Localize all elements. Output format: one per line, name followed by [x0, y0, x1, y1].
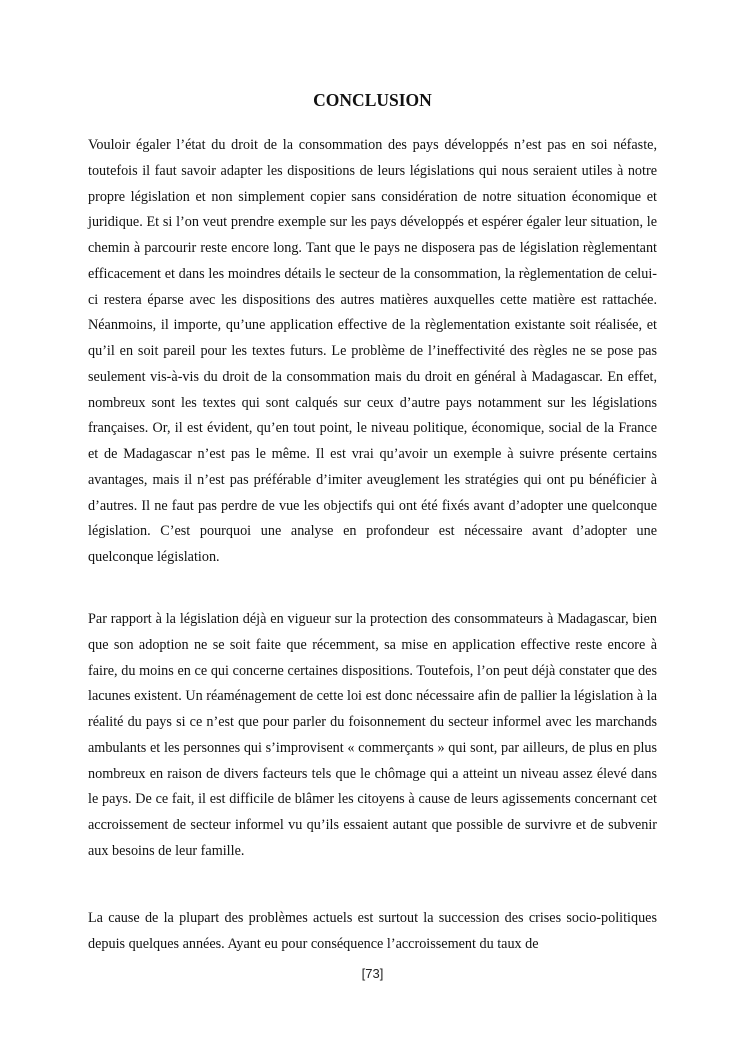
paragraph-3: La cause de la plupart des problèmes actuels est surtout la succession des crises socio-politiques depuis quelques années. Ayant eu pour conséquence l’accroissement du taux de — [88, 910, 657, 952]
page-number: [73] — [361, 966, 384, 981]
paragraph-1: Vouloir égaler l’état du droit de la consommation des pays développés n’est pas en soi néfaste, toutefois il faut savoir adapter les dispositions de leurs législations qui nous seraient utiles à notre propre législation et non simplement copier sans considération de notre situation économique et juridique. Et si l’on veut prendre exemple sur les pays développés et espérer égaler leur situation, le chemin à parcourir reste encore long. Tant que le pays ne disposera pas de législation règlementant efficacement et dans les moindres détails le secteur de la consommation, la règlementation de celui-ci restera éparse avec les dispositions des autres matières auxquelles cette matière est rattachée. Néanmoins, il importe, qu’une application effective de la règlementation existante soit réalisée, et qu’il en soit pareil pour les textes futurs. Le problème de l’ineffectivité des règles ne se pose pas seulement vis-à-vis du droit de la consommation mais du droit en général à Madagascar. En effet, nombreux sont les textes qui sont calqués sur ceux d’autre pays notamment sur les législations françaises. Or, il est évident, qu’en tout point, le niveau politique, économique, social de la France et de Madagascar n’est pas le même. Il est vrai qu’avoir un exemple à suivre présente certains avantages, mais il n’est pas préférable d’imiter aveuglement les stratégies qui ont pu bénéficier à d’autres. Il ne faut pas perdre de vue les objectifs qui ont été fixés avant d’adopter une quelconque législation. C’est pourquoi une analyse en profondeur est nécessaire avant d’adopter une quelconque législation. — [88, 137, 657, 565]
page-title: CONCLUSION — [313, 90, 432, 110]
paragraph-2: Par rapport à la législation déjà en vigueur sur la protection des consommateurs à Madagascar, bien que son adoption ne se soit faite que récemment, sa mise en application effective reste encore à faire, du moins en ce qui concerne certaines dispositions. Toutefois, l’on peut déjà constater que des lacunes existent. Un réaménagement de cette loi est donc nécessaire afin de pallier la législation à la réalité du pays si ce n’est que pour parler du foisonnement du secteur informel avec les marchands ambulants et les personnes qui s’improvisent « commerçants » qui sont, par ailleurs, de plus en plus nombreux en raison de divers facteurs tels que le chômage qui a atteint un niveau assez élevé dans le pays. De ce fait, il est difficile de blâmer les citoyens à cause de leurs agissements concernant cet accroissement de secteur informel vu qu’ils essaient autant que possible de survivre et de subvenir aux besoins de leur famille. — [88, 611, 657, 859]
